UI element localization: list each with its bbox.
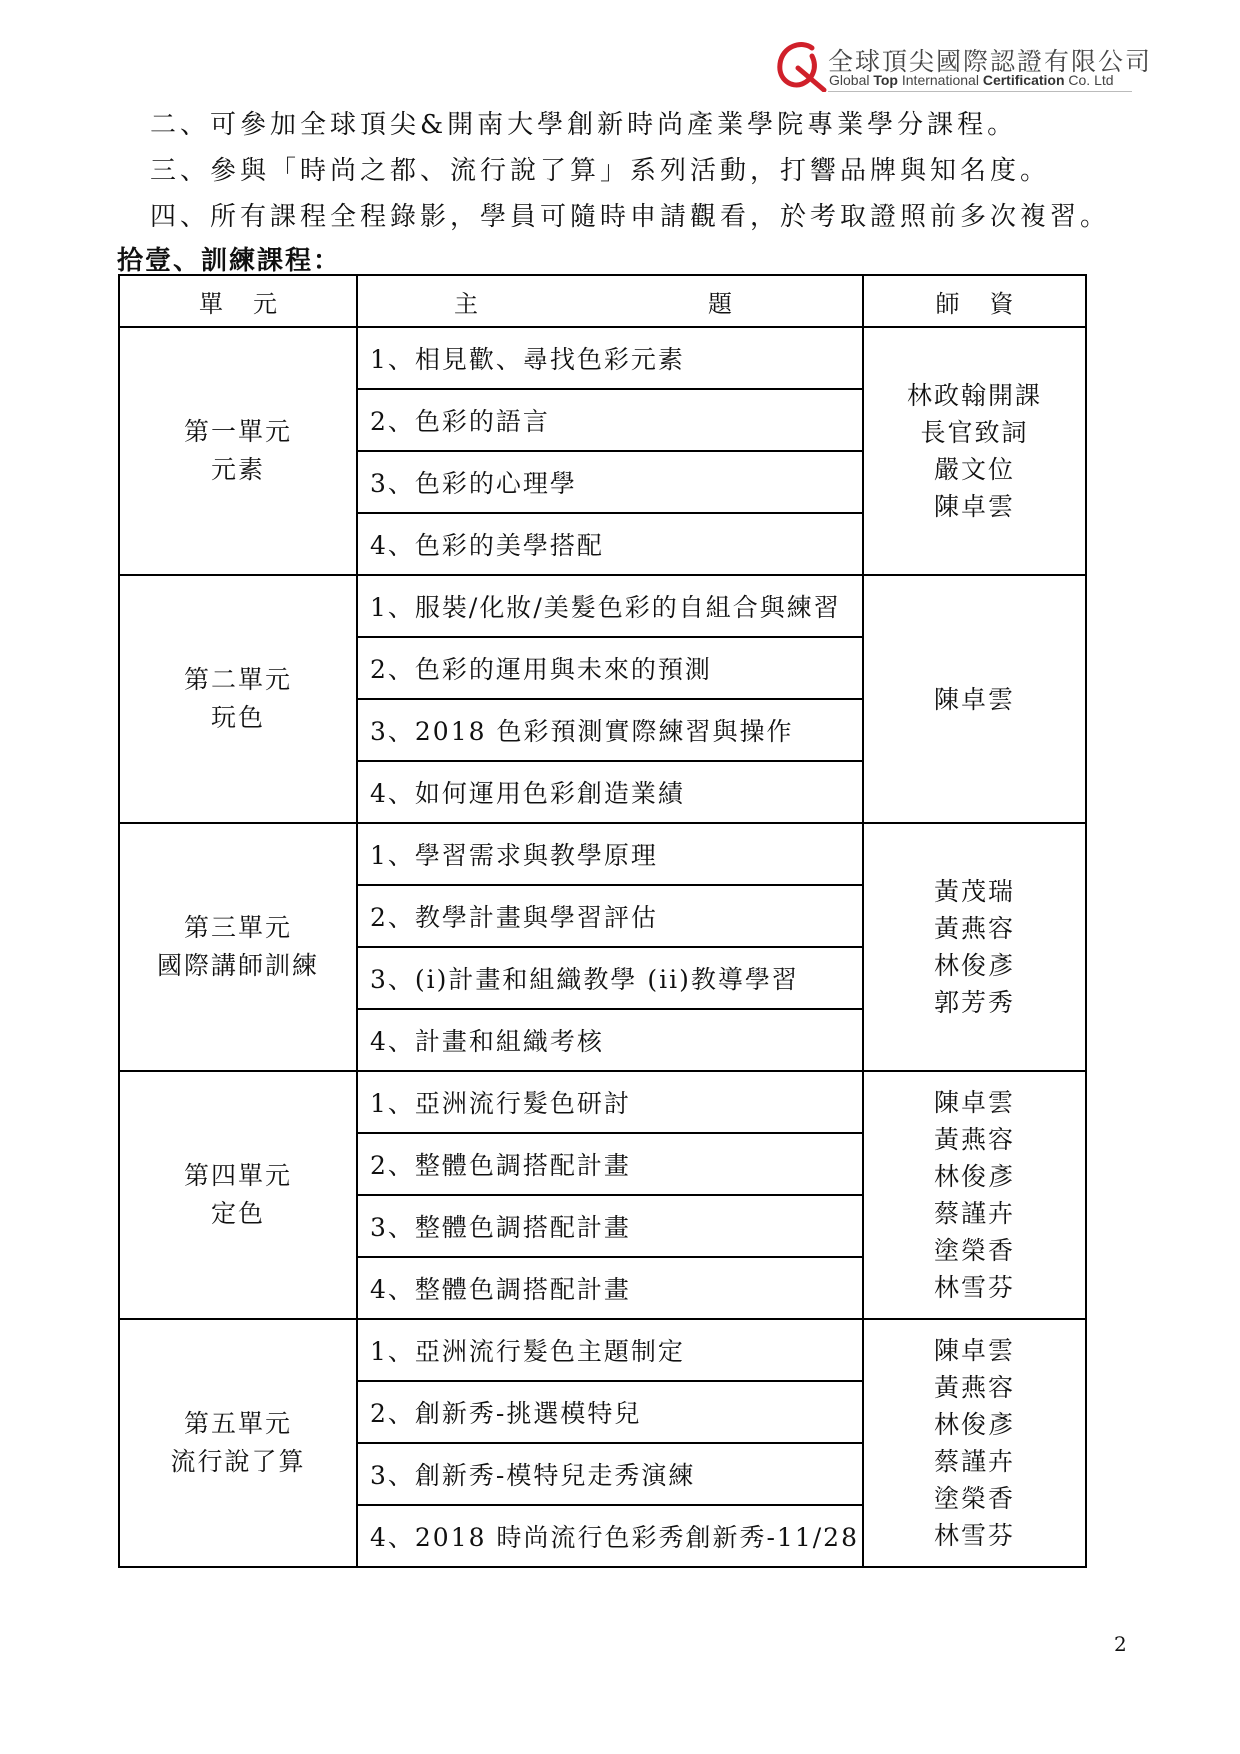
topic-cell: 1、亞洲流行髮色主題制定 — [357, 1319, 863, 1381]
table-row — [119, 327, 1086, 389]
paragraph-benefit-4: 四、所有課程全程錄影，學員可隨時申請觀看，於考取證照前多次複習。 — [150, 202, 1111, 232]
header-teacher: 師資 — [863, 275, 1086, 327]
topic-cell: 4、計畫和組織考核 — [357, 1009, 863, 1071]
header-rule — [828, 91, 1132, 92]
topic-cell: 1、服裝/化妝/美髮色彩的自組合與練習 — [357, 575, 863, 637]
topic-cell: 4、整體色調搭配計畫 — [357, 1257, 863, 1319]
page-number: 2 — [1114, 1632, 1127, 1656]
topic-cell: 1、學習需求與教學原理 — [357, 823, 863, 885]
table-row — [119, 1071, 1086, 1133]
section-title: 拾壹、訓練課程： — [117, 246, 342, 276]
paragraph-benefit-2: 二、可參加全球頂尖&開南大學創新時尚產業學院專業學分課程。 — [150, 110, 1018, 140]
teacher-cell: 林政翰開課 長官致詞 嚴文位 陳卓雲 — [863, 327, 1086, 575]
topic-cell: 3、(i)計畫和組織教學 (ii)教導學習 — [357, 947, 863, 1009]
topic-cell: 1、亞洲流行髮色研討 — [357, 1071, 863, 1133]
table-row — [119, 575, 1086, 637]
topic-cell: 4、2018 時尚流行色彩秀創新秀-11/28 — [357, 1505, 863, 1567]
topic-cell: 2、色彩的語言 — [357, 389, 863, 451]
topic-cell: 2、教學計畫與學習評估 — [357, 885, 863, 947]
header-topic: 主 題 — [357, 275, 863, 327]
course-table — [118, 274, 1087, 1568]
table-row — [119, 1319, 1086, 1381]
topic-cell: 2、色彩的運用與未來的預測 — [357, 637, 863, 699]
topic-cell: 3、2018 色彩預測實際練習與操作 — [357, 699, 863, 761]
unit-cell: 第三單元 國際講師訓練 — [119, 823, 357, 1071]
teacher-cell: 陳卓雲 黃燕容 林俊彥 蔡謹卉 塗榮香 林雪芬 — [863, 1071, 1086, 1319]
table-header-row — [119, 275, 1086, 327]
teacher-cell: 陳卓雲 — [863, 575, 1086, 823]
company-name-zh: 全球頂尖國際認證有限公司 — [828, 47, 1153, 76]
topic-cell: 3、色彩的心理學 — [357, 451, 863, 513]
topic-cell: 1、相見歡、尋找色彩元素 — [357, 327, 863, 389]
unit-cell: 第五單元 流行說了算 — [119, 1319, 357, 1567]
paragraph-benefit-3: 三、參與「時尚之都、流行說了算」系列活動，打響品牌與知名度。 — [150, 156, 1051, 186]
unit-cell: 第四單元 定色 — [119, 1071, 357, 1319]
teacher-cell: 黃茂瑞 黃燕容 林俊彥 郭芳秀 — [863, 823, 1086, 1071]
topic-cell: 4、色彩的美學搭配 — [357, 513, 863, 575]
topic-cell: 2、創新秀-挑選模特兒 — [357, 1381, 863, 1443]
unit-cell: 第二單元 玩色 — [119, 575, 357, 823]
unit-cell: 第一單元 元素 — [119, 327, 357, 575]
topic-cell: 4、如何運用色彩創造業績 — [357, 761, 863, 823]
teacher-cell: 陳卓雲 黃燕容 林俊彥 蔡謹卉 塗榮香 林雪芬 — [863, 1319, 1086, 1567]
company-name-en: Global Top International Certification Co. Ltd — [829, 72, 1114, 88]
topic-cell: 3、整體色調搭配計畫 — [357, 1195, 863, 1257]
company-logo-mark-icon — [772, 40, 828, 92]
company-logo — [772, 40, 1153, 92]
topic-cell: 3、創新秀-模特兒走秀演練 — [357, 1443, 863, 1505]
table-row — [119, 823, 1086, 885]
topic-cell: 2、整體色調搭配計畫 — [357, 1133, 863, 1195]
header-unit: 單元 — [119, 275, 357, 327]
